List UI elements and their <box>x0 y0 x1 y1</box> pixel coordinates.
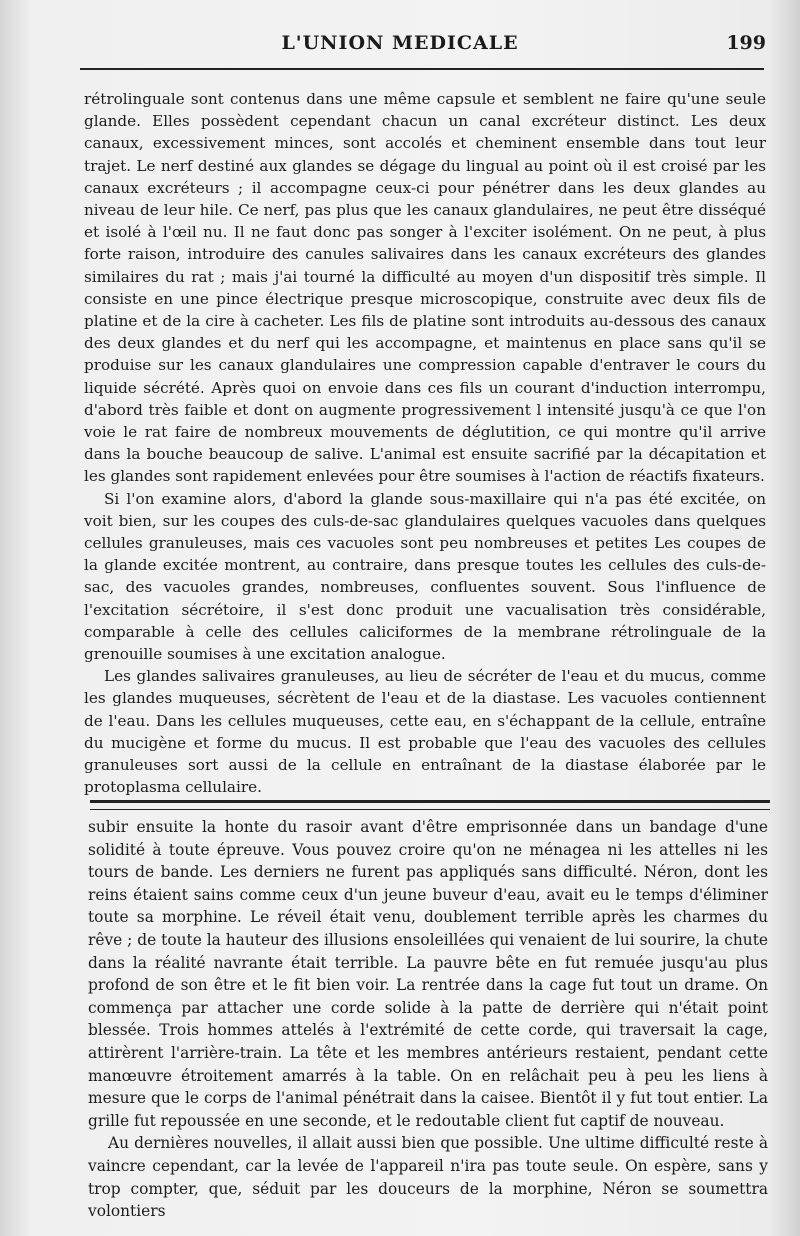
paragraph: subir ensuite la honte du rasoir avant d'être emprisonnée dans un bandage d'une solidité à toute épreuve. Vous pouvez croire qu'on ne ménagea ni les attelles ni les tours de bande. Les derniers ne furent pas appliqués sans difficulté. Néron, dont les reins étaient sains comme ceux d'un jeune buveur d'eau, avait eu le temps d'éliminer toute sa morphine. Le réveil était venu, doublement terrible après les charmes du rêve ; de toute la hauteur des illusions ensoleillées qui venaient de lui sourire, la chute dans la réalité navrante était terrible. La pauvre bête en fut remuée jusqu'au plus profond de son être et le fit bien voir. La rentrée dans la cage fut tout un drame. On commença par attacher une corde solide à la patte de derrière qui n'était point blessée. Trois hommes attelés à l'extrémité de cette corde, qui traversait la cage, attirèrent l'arrière-train. La tête et les membres antérieurs restaient, pendant cette manœuvre étroitement amarrés à la table. On en relâchait peu à peu les liens à mesure que le corps de l'animal pénétrait dans la caisee. Bientôt il y fut tout entier. La grille fut repoussée en une seconde, et le redoutable client fut captif de nouveau. <box>88 818 768 1130</box>
paragraph: rétrolinguale sont contenus dans une même capsule et semblent ne faire qu'une seule glande. Elles possèdent cependant chacun un canal excréteur distinct. Les deux canaux, excessivement minces, sont accolés et cheminent ensemble dans tout leur trajet. Le nerf destiné aux glandes se dégage du lingual au point où il est croisé par les canaux excréteurs ; il accompagne ceux-ci pour pénétrer dans les deux glandes au niveau de leur hile. Ce nerf, pas plus que les canaux glandulaires, ne peut être disséqué et isolé à l'œil nu. Il ne faut donc pas songer à l'exciter isolément. On ne peut, à plus forte raison, introduire des canules salivaires dans les canaux excréteurs des glandes similaires du rat ; mais j'ai tourné la difficulté au moyen d'un dispositif très simple. Il consiste en une pince électrique presque microscopique, construite avec deux fils de platine et de la cire à cacheter. Les fils de platine sont introduits au-dessous des canaux des deux glandes et du nerf qui les accompagne, et maintenus en place sans qu'il se produise sur les canaux glandulaires une compression capable d'entraver le cours du liquide sécrété. Après quoi on envoie dans ces fils un courant d'induction interrompu, d'abord très faible et dont on augmente progressivement l intensité jusqu'à ce que l'on voie le rat faire de nombreux mouvements de déglutition, ce qui montre qu'il arrive dans la bouche beaucoup de salive. L'animal est ensuite sacrifié par la décapitation et les glandes sont rapidement enlevées pour être soumises à l'action de réactifs fixateurs. <box>84 90 766 486</box>
feuilleton-body <box>88 816 768 1223</box>
journal-title: L'UNION MEDICALE <box>281 32 519 54</box>
paragraph: Au dernières nouvelles, il allait aussi bien que possible. Une ultime difficulté reste à vaincre cependant, car la levée de l'appareil n'ira pas toute seule. On espère, sans y trop compter, que, séduit par les douceurs de la morphine, Néron se soumettra volontiers <box>88 1134 768 1221</box>
paragraph: Si l'on examine alors, d'abord la glande sous-maxillaire qui n'a pas été excitée, on voit bien, sur les coupes des culs-de-sac glandulaires quelques vacuoles dans quelques cellules granuleuses, mais ces vacuoles sont peu nombreuses et petites Les coupes de la glande excitée montrent, au contraire, dans presque toutes les cellules des culs-de-sac, des vacuoles grandes, nombreuses, confluentes souvent. Sous l'influence de l'excitation sécrétoire, il s'est donc produit une vacualisation très considérable, comparable à celle des cellules caliciformes de la membrane rétrolinguale de la grenouille soumises à une excitation analogue. <box>84 489 766 664</box>
page-header <box>0 32 800 62</box>
section-divider <box>90 800 770 810</box>
page-number: 199 <box>726 32 766 54</box>
article-body-top <box>84 88 766 799</box>
paragraph: Les glandes salivaires granuleuses, au lieu de sécréter de l'eau et du mucus, comme les glandes muqueuses, sécrètent de l'eau et de la diastase. Les vacuoles contiennent de l'eau. Dans les cellules muqueuses, cette eau, en s'échappant de la cellule, entraîne du mucigène et forme du mucus. Il est probable que l'eau des vacuoles des cellules granuleuses sort aussi de la cellule en entraînant de la diastase élaborée par le protoplasma cellulaire. <box>84 667 766 797</box>
header-rule <box>80 68 764 70</box>
